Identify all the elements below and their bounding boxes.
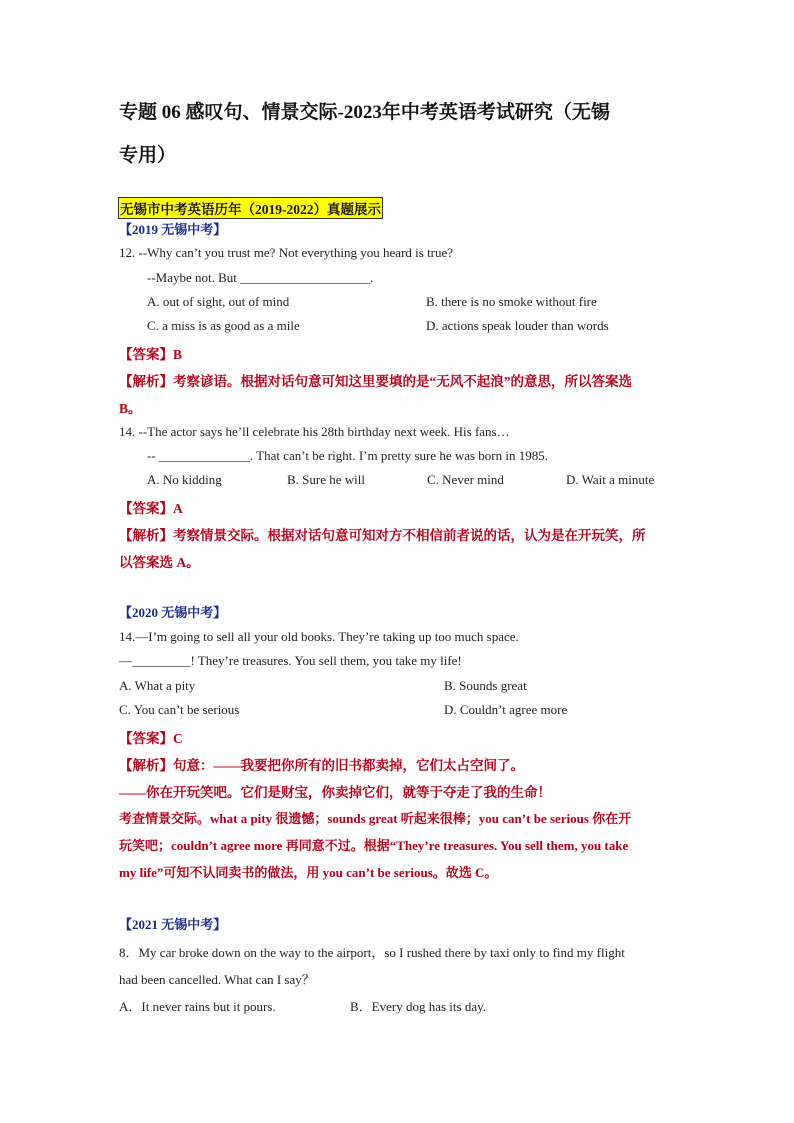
q2021-stem-line2: had been cancelled. What can I say？ <box>119 972 315 987</box>
q2021-option-b: B．Every dog has its day. <box>350 999 486 1014</box>
q2020-option-b: B. Sounds great <box>444 678 527 693</box>
q12-option-b: B. there is no smoke without fire <box>426 294 597 309</box>
q2020-option-c: C. You can’t be serious <box>119 702 240 717</box>
q14-option-a: A. No kidding <box>147 472 222 487</box>
q2020-answer: 【答案】C <box>119 731 183 746</box>
year-header-2019: 【2019 无锡中考】 <box>119 222 227 237</box>
q14-option-b: B. Sure he will <box>287 472 365 487</box>
document-title-line2: 专用） <box>119 145 177 166</box>
q2021-stem-line1: 8．My car broke down on the way to the airport，so I rushed there by taxi only to find my flight <box>119 945 625 960</box>
q2020-explanation-2: ——你在开玩笑吧。它们是财宝，你卖掉它们，就等于夺走了我的生命！ <box>119 785 551 800</box>
q12-option-d: D. actions speak louder than words <box>426 318 609 333</box>
q12-answer: 【答案】B <box>119 347 183 362</box>
section-banner: 无锡市中考英语历年（2019-2022）真题展示 <box>118 197 383 219</box>
q12-line2: --Maybe not. But ____________________. <box>147 270 374 285</box>
q2020-explanation-1: 【解析】句意：——我要把你所有的旧书都卖掉，它们太占空间了。 <box>119 758 524 773</box>
q14-stem: 14. --The actor says he’ll celebrate his 28th birthday next week. His fans… <box>119 424 510 439</box>
document-title-line1: 专题 06 感叹句、情景交际-2023年中考英语考试研究（无锡 <box>119 102 610 123</box>
q14-explanation-1: 【解析】考察情景交际。根据对话句意可知对方不相信前者说的话，认为是在开玩笑，所 <box>119 528 646 543</box>
q2021-option-a: A．It never rains but it pours. <box>119 999 276 1014</box>
q2020-line2: —_________! They’re treasures. You sell them, you take my life! <box>119 653 462 668</box>
q2020-option-a: A. What a pity <box>119 678 196 693</box>
q14-line2: -- ______________. That can’t be right. I’m pretty sure he was born in 1985. <box>147 448 548 463</box>
q12-explanation-2: B。 <box>119 401 142 416</box>
q14-explanation-2: 以答案选 A。 <box>119 555 200 570</box>
q2020-stem: 14.—I’m going to sell all your old books. They’re taking up too much space. <box>119 629 519 644</box>
q12-stem: 12. --Why can’t you trust me? Not everything you heard is true? <box>119 245 454 260</box>
q14-option-d: D. Wait a minute <box>566 472 655 487</box>
q12-option-a: A. out of sight, out of mind <box>147 294 290 309</box>
q2020-explanation-5: my life”可知不认同卖书的做法，用 you can’t be serious。故选 C。 <box>119 865 498 880</box>
year-header-2020: 【2020 无锡中考】 <box>119 605 227 620</box>
q2020-option-d: D. Couldn’t agree more <box>444 702 568 717</box>
q2020-explanation-3: 考查情景交际。what a pity 很遗憾；sounds great 听起来很棒；you can’t be serious 你在开 <box>119 811 632 826</box>
q14-answer: 【答案】A <box>119 501 183 516</box>
year-header-2021: 【2021 无锡中考】 <box>119 917 227 932</box>
q12-explanation-1: 【解析】考察谚语。根据对话句意可知这里要填的是“无风不起浪”的意思，所以答案选 <box>119 374 632 389</box>
q14-option-c: C. Never mind <box>427 472 504 487</box>
q12-option-c: C. a miss is as good as a mile <box>147 318 300 333</box>
q2020-explanation-4: 玩笑吧；couldn’t agree more 再同意不过。根据“They’re treasures. You sell them, you take <box>119 838 629 853</box>
